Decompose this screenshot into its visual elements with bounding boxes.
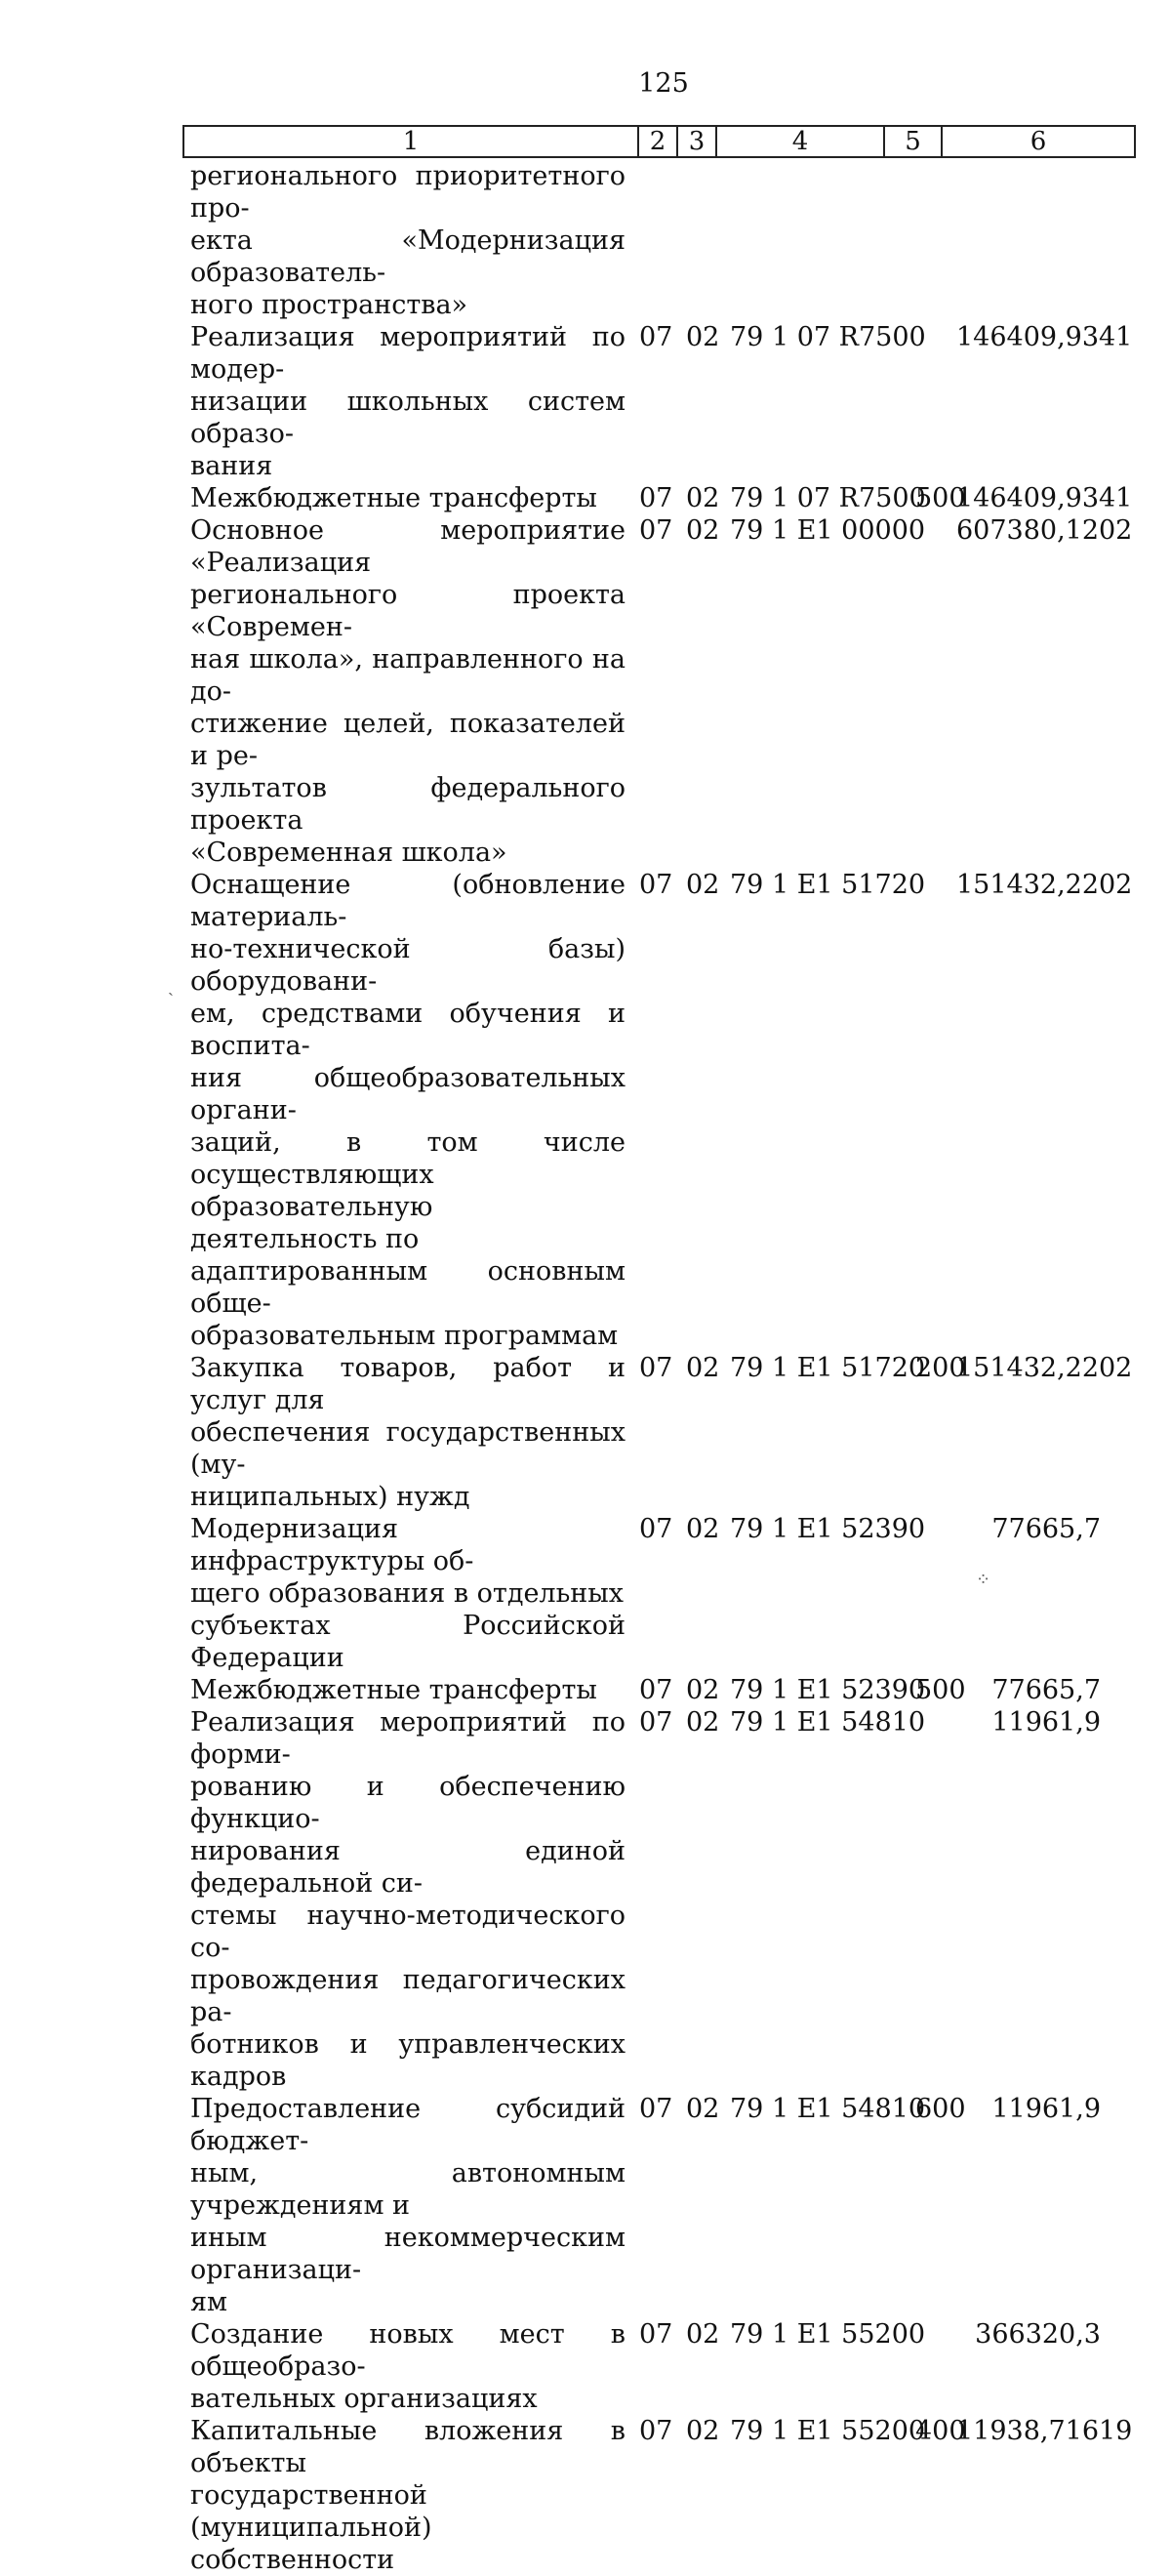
row-amount: 146409,9341 (956, 322, 1133, 352)
row-target-code: 79 1 E1 52390 (730, 1514, 926, 1544)
row-amount: 151432,2202 (956, 870, 1133, 900)
row-amount (956, 160, 1127, 321)
page-number: 125 (638, 68, 689, 99)
row-expense-type: 400 (915, 2416, 966, 2446)
row-amount: 607380,1202 (956, 515, 1133, 546)
row-description: Модернизация инфраструктуры об- щего образования в отдельных субъектах Российской Федерации (190, 1514, 626, 1673)
row-section: 07 (639, 1675, 673, 1705)
row-description: Основное мероприятие «Реализация регионального проекта «Современ- ная школа», направленного на до- стижение целей, показателей и ре- зультатов федерального проекта «Современная школа» (190, 515, 626, 868)
table-row (190, 1674, 1127, 1706)
table-row (190, 1513, 1127, 1674)
row-target-code: 79 1 E1 54810 (730, 1707, 926, 1738)
header-col-1: 1 (184, 127, 639, 156)
table-row (190, 514, 1133, 869)
row-subsection: 02 (686, 2319, 720, 2350)
row-subsection: 02 (686, 1675, 720, 1705)
row-expense-type (915, 2318, 956, 2415)
row-target-code: 79 1 07 R7500 (730, 322, 926, 352)
row-target-code: 79 1 E1 00000 (730, 515, 926, 546)
row-section: 07 (639, 1514, 673, 1544)
row-description: Оснащение (обновление материаль- но-технической базы) оборудовани- ем, средствами обучения и воспита- ния общеобразовательных органи- заций, в том числе осуществляющих образовательную деятельность по адаптированным основным обще- образовательным программам (190, 870, 626, 1351)
row-description: Реализация мероприятий по форми- рованию и обеспечению функцио- нирования единой федеральной си- стемы научно-методического со- провождения педагогических ра- ботников и управленческих кадров (190, 1707, 626, 2092)
row-section: 07 (639, 2416, 673, 2446)
row-expense-type (915, 514, 956, 869)
row-expense-type (915, 869, 956, 1352)
table-row (190, 2318, 1127, 2415)
row-description: регионального приоритетного про- екта «Модернизация образователь- ного пространства» (190, 161, 626, 320)
header-col-6: 6 (1030, 127, 1047, 156)
header-col-5: 5 (885, 127, 943, 156)
row-amount: 146409,9341 (956, 483, 1133, 513)
header-col-3: 3 (678, 127, 717, 156)
row-subsection: 02 (686, 322, 720, 352)
row-section (639, 160, 686, 321)
table-header (182, 125, 1136, 158)
row-description: Межбюджетные трансферты (190, 483, 597, 513)
row-expense-type: 500 (915, 1675, 966, 1705)
row-target-code: 79 1 E1 51720 (730, 1353, 926, 1383)
row-section: 07 (639, 870, 673, 900)
table-row (190, 1352, 1133, 1513)
row-expense-type (915, 160, 956, 321)
row-description: Предоставление субсидий бюджет- ным, автономным учреждениям и иным некоммерческим организаци- ям (190, 2094, 626, 2317)
row-amount: 151432,2202 (956, 1353, 1133, 1383)
table-row (190, 1706, 1127, 2093)
row-target-code: 79 1 E1 52390 (730, 1675, 926, 1705)
row-target-code: 79 1 E1 55200 (730, 2319, 926, 2350)
row-expense-type: 500 (915, 483, 966, 513)
table-body (190, 160, 1133, 2576)
row-target-code: 79 1 E1 54810 (730, 2094, 926, 2124)
row-section: 07 (639, 2319, 673, 2350)
row-section: 07 (639, 515, 673, 546)
row-target-code: 79 1 E1 55200 (730, 2416, 926, 2446)
row-subsection: 02 (686, 2094, 720, 2124)
header-col-2: 2 (639, 127, 678, 156)
row-expense-type: 600 (915, 2094, 966, 2124)
row-amount: 11961,9 (991, 2094, 1101, 2124)
row-target-code: 79 1 07 R7500 (730, 483, 926, 513)
table-row (190, 2093, 1127, 2318)
row-description: Создание новых мест в общеобразо- вательных организациях (190, 2319, 626, 2414)
row-expense-type (915, 321, 956, 482)
row-subsection: 02 (686, 1353, 720, 1383)
row-amount: 11938,71619 (956, 2416, 1133, 2446)
row-section: 07 (639, 483, 673, 513)
row-subsection (686, 160, 730, 321)
row-target-code (730, 160, 915, 321)
row-amount: 11961,9 (991, 1707, 1101, 1738)
table-row (190, 482, 1133, 514)
row-subsection: 02 (686, 2416, 720, 2446)
row-amount: 77665,7 (991, 1675, 1101, 1705)
row-description: Реализация мероприятий по модер- низации школьных систем образо- вания (190, 322, 626, 481)
row-section: 07 (639, 322, 673, 352)
row-amount: 366320,3 (975, 2319, 1101, 2350)
row-target-code: 79 1 E1 51720 (730, 870, 926, 900)
row-expense-type (915, 1706, 956, 2093)
row-subsection: 02 (686, 870, 720, 900)
row-description: Закупка товаров, работ и услуг для обеспечения государственных (му- ниципальных) нужд (190, 1353, 626, 1512)
table-row (190, 869, 1133, 1352)
row-expense-type: 200 (915, 1353, 966, 1383)
row-description: Капитальные вложения в объекты государственной (муниципальной) собственности (190, 2416, 626, 2575)
row-subsection: 02 (686, 515, 720, 546)
row-section: 07 (639, 1353, 673, 1383)
row-subsection: 02 (686, 1514, 720, 1544)
row-section: 07 (639, 1707, 673, 1738)
row-description: Межбюджетные трансферты (190, 1675, 597, 1705)
scan-speck: ˎ (168, 976, 174, 997)
table-row (190, 160, 1127, 321)
row-subsection: 02 (686, 483, 720, 513)
row-expense-type (915, 1513, 956, 1674)
row-section: 07 (639, 2094, 673, 2124)
row-amount: 77665,7 (991, 1514, 1101, 1544)
row-subsection: 02 (686, 1707, 720, 1738)
header-col-4: 4 (717, 127, 885, 156)
table-row (190, 321, 1133, 482)
table-row (190, 2415, 1133, 2576)
scan-speck: ⁘ (976, 1570, 991, 1590)
